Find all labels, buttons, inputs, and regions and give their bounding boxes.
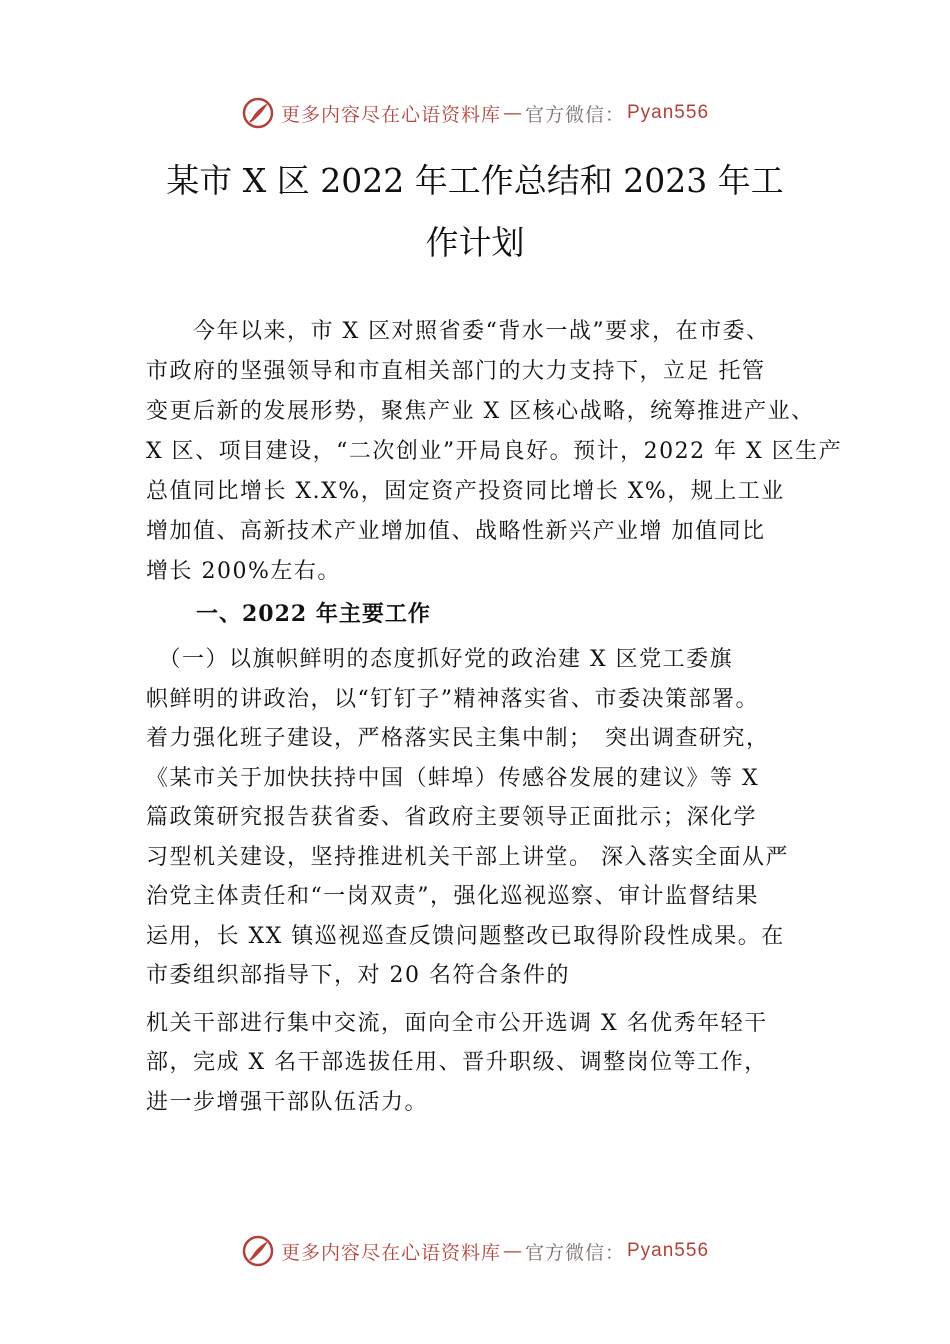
intro-line: X 区、项目建设，“二次创业”开局良好。预计，2022 年 X 区生产 <box>146 439 843 464</box>
title-line-1: 某市 X 区 2022 年工作总结和 2023 年工 <box>166 161 784 200</box>
section-heading: 一、2022 年主要工作 <box>196 601 431 627</box>
watermark-separator: — <box>502 102 523 124</box>
watermark-wechat-id: Pyan556 <box>627 102 710 123</box>
section-line: 着力强化班子建设，严格落实民主集中制； 突出调查研究， <box>146 726 770 751</box>
title-line-2: 作计划 <box>425 223 525 262</box>
intro-line: 总值同比增长 X.X%，固定资产投资同比增长 X%，规上工业 <box>146 479 785 504</box>
intro-line: 变更后新的发展形势，聚焦产业 X 区核心战略，统筹推进产业、 <box>146 399 815 424</box>
intro-line: 增加值、高新技术产业增加值、战略性新兴产业增 加值同比 <box>146 519 766 544</box>
watermark-text: 更多内容尽在心语资料库 <box>280 1241 501 1264</box>
section-line: 《某市关于加快扶持中国（蚌埠）传感谷发展的建议》等 X <box>146 765 760 791</box>
section-1-paragraph <box>146 640 836 1122</box>
section-line: 机关干部进行集中交流，面向全市公开选调 X 名优秀年轻干 <box>146 1010 768 1036</box>
section-line: （一）以旗帜鲜明的态度抓好党的政治建 X 区党工委旗 <box>146 647 734 672</box>
intro-paragraph <box>146 312 843 592</box>
watermark-separator: — <box>502 1240 523 1262</box>
watermark-text: 更多内容尽在心语资料库 <box>280 103 501 126</box>
watermark-label: 官方微信： <box>524 1241 625 1264</box>
section-line: 帜鲜明的讲政治，以“钉钉子”精神落实省、市委决策部署。 <box>146 686 759 712</box>
document-title <box>120 150 830 274</box>
section-line: 习型机关建设，坚持推进机关干部上讲堂。 深入落实全面从严 <box>146 844 789 870</box>
watermark-label: 官方微信： <box>524 103 625 126</box>
section-line: 进一步增强干部队伍活力。 <box>146 1089 429 1115</box>
intro-line: 市政府的坚强领导和市直相关部门的大力支持下，立足 托管 <box>146 359 766 384</box>
section-line: 篇政策研究报告获省委、省政府主要领导正面批示；深化学 <box>146 805 758 830</box>
watermark-footer <box>0 1234 950 1268</box>
watermark-header <box>0 96 950 130</box>
intro-line: 增长 200%左右。 <box>146 559 341 584</box>
section-line: 运用，长 XX 镇巡视巡查反馈问题整改已取得阶段性成果。在 <box>146 923 785 949</box>
section-line: 治党主体责任和“一岗双责”，强化巡视巡察、审计监督结果 <box>146 884 759 909</box>
quill-logo-icon <box>241 1234 275 1268</box>
line-gap <box>146 996 836 1004</box>
watermark-wechat-id: Pyan556 <box>627 1240 710 1261</box>
intro-line: 今年以来，市 X 区对照省委“背水一战”要求，在市委、 <box>146 319 770 344</box>
section-line: 部，完成 X 名干部选拔任用、晋升职级、调整岗位等工作， <box>146 1050 768 1075</box>
quill-logo-icon <box>241 96 275 130</box>
section-line: 市委组织部指导下，对 20 名符合条件的 <box>146 963 570 988</box>
